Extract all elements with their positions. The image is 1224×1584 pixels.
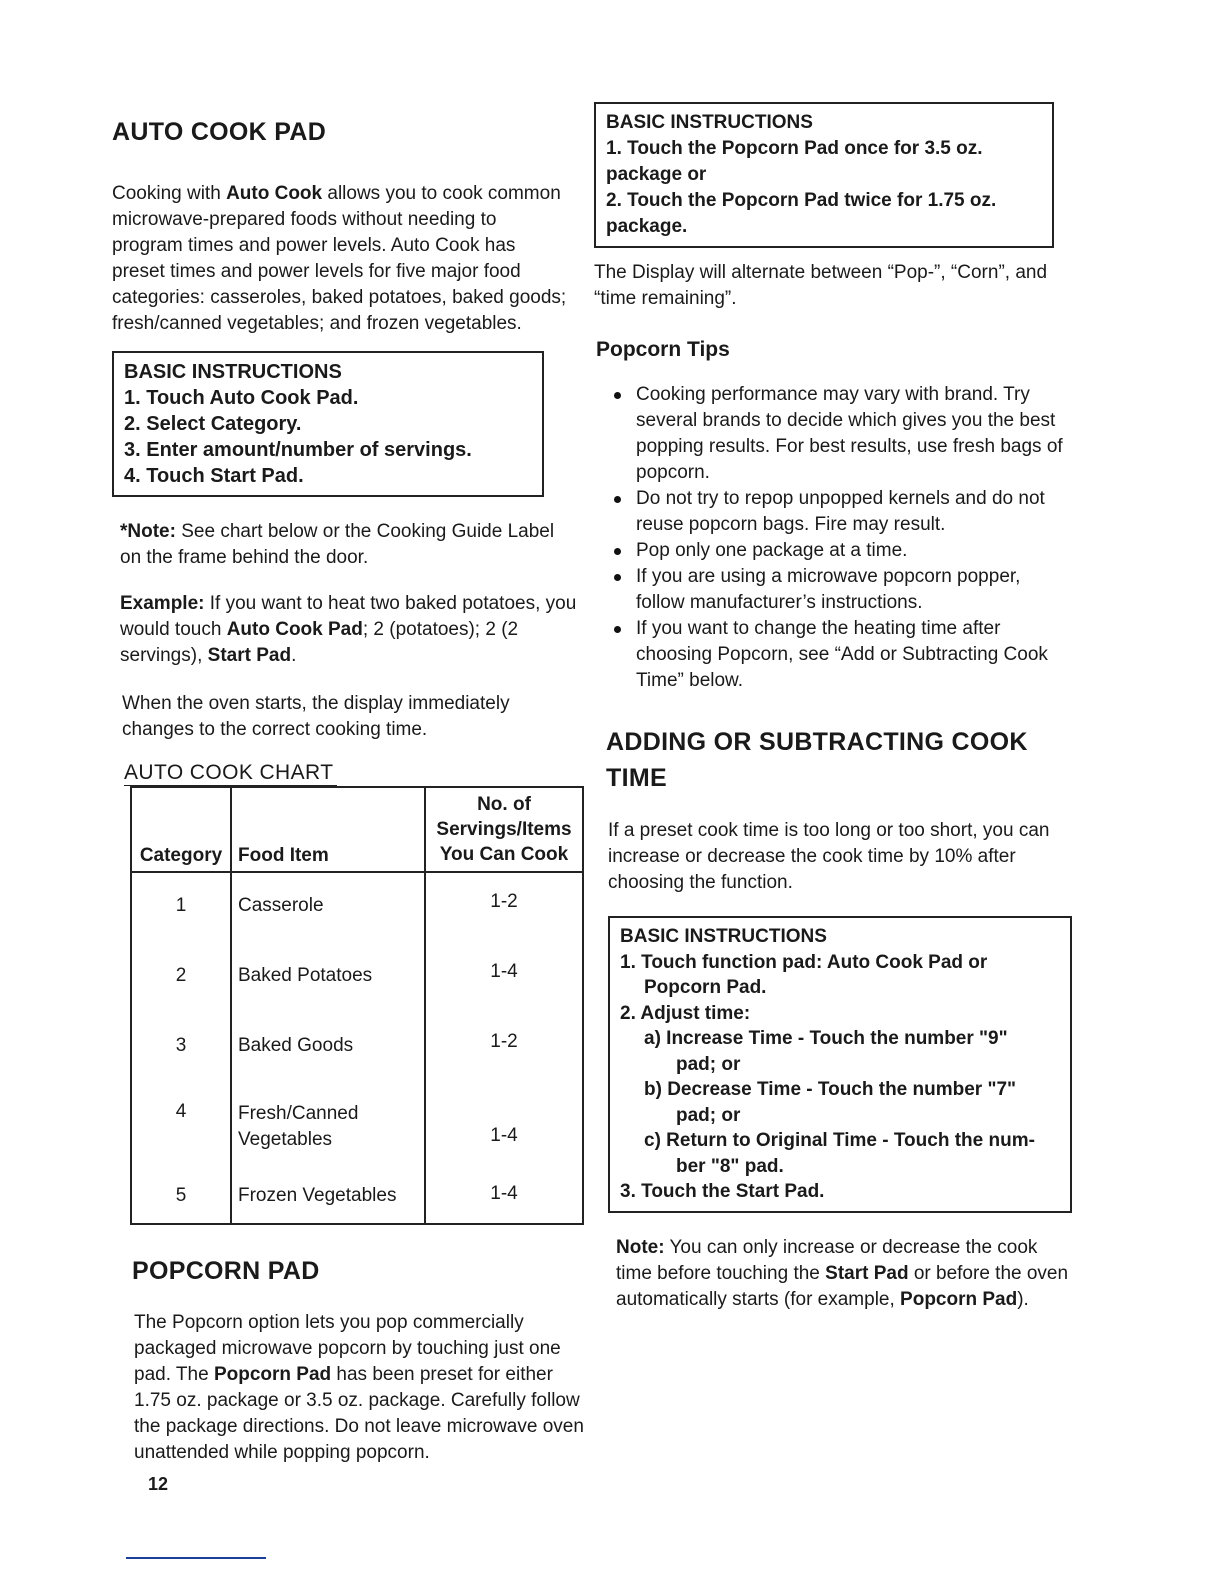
bullet-icon: [614, 548, 621, 555]
adjust-instructions-box: [608, 916, 1072, 1213]
chart-header-category: Category: [131, 787, 231, 872]
list-item: Pop only one package at a time.: [614, 538, 1074, 564]
chart-cell-servings: 1-2: [425, 1015, 583, 1085]
popcorn-tips-list: [594, 382, 1074, 694]
chart-cell-servings: 1-4: [425, 945, 583, 1015]
instruction-step: 2. Adjust time:: [620, 1002, 751, 1024]
bullet-icon: [614, 392, 621, 399]
chart-cell-food: Baked Goods: [231, 1015, 425, 1085]
chart-cell-category: 3: [131, 1015, 231, 1085]
instruction-step: 1. Touch function pad: Auto Cook Pad or: [620, 951, 988, 973]
instruction-step: a) Increase Time - Touch the number "9": [644, 1028, 1008, 1049]
list-item: If you are using a microwave popcorn popper, follow manufacturer’s instructions.: [614, 564, 1074, 616]
auto-cook-when: When the oven starts, the display immediately changes to the correct cooking time.: [122, 693, 510, 740]
chart-title: AUTO COOK CHART: [124, 761, 337, 786]
auto-cook-example: Example: If you want to heat two baked potatoes, you would touch Auto Cook Pad; 2 (potatoes); 2 (2 servings), Start Pad.: [120, 593, 577, 666]
instruction-step: 2. Touch the Popcorn Pad twice for 1.75 oz. package.: [606, 190, 997, 237]
auto-cook-intro: Cooking with Auto Cook allows you to cook common microwave-prepared foods without needing to program times and power levels. Auto Cook has preset times and power levels for five major food categories: casseroles, baked potatoes, baked goods; fresh/canned vegetables; and frozen vegetables.: [112, 183, 567, 334]
instruction-step: 3. Enter amount/number of servings.: [124, 439, 472, 461]
chart-cell-food: Fresh/Canned Vegetables: [231, 1085, 425, 1173]
instruction-step: b) Decrease Time - Touch the number "7": [644, 1079, 1017, 1100]
instruction-step: 4. Touch Start Pad.: [124, 465, 304, 487]
table-row: [131, 1173, 583, 1224]
chart-cell-category: 5: [131, 1173, 231, 1224]
instruction-step: 3. Touch the Start Pad.: [620, 1181, 825, 1202]
chart-cell-food: Baked Potatoes: [231, 945, 425, 1015]
chart-cell-category: 4: [131, 1085, 231, 1173]
chart-cell-servings: 1-2: [425, 872, 583, 945]
popcorn-display-text: The Display will alternate between “Pop-”, “Corn”, and “time remaining”.: [594, 262, 1048, 309]
right-column: [594, 102, 1074, 1313]
left-column: [112, 112, 584, 1466]
popcorn-instructions-box: [594, 102, 1054, 248]
bullet-icon: [614, 626, 621, 633]
adjust-note: Note: You can only increase or decrease the cook time before touching the Start Pad or before the oven automatically starts (for example, Popcorn Pad).: [616, 1236, 1069, 1310]
popcorn-title: POPCORN PAD: [132, 1257, 320, 1285]
instruction-step: ber "8" pad.: [676, 1155, 784, 1177]
auto-cook-instructions-box: [112, 351, 544, 497]
list-item: Cooking performance may vary with brand. Try several brands to decide which gives you the best popping results. For best results, use fresh bags of popcorn.: [614, 382, 1074, 486]
table-row: [131, 945, 583, 1015]
chart-cell-category: 1: [131, 872, 231, 945]
adjust-time-title: ADDING OR SUBTRACTING COOK TIME: [606, 728, 1028, 792]
list-item: If you want to change the heating time after choosing Popcorn, see “Add or Subtracting Cook Time” below.: [614, 616, 1074, 694]
table-row: [131, 1015, 583, 1085]
chart-cell-category: 2: [131, 945, 231, 1015]
chart-header-servings: No. of Servings/Items You Can Cook: [425, 787, 583, 872]
chart-cell-food: Casserole: [231, 872, 425, 945]
bullet-icon: [614, 496, 621, 503]
table-row: [131, 872, 583, 945]
instruction-step: 2. Select Category.: [124, 413, 302, 435]
page-number: 12: [148, 1474, 169, 1494]
instruction-step: 1. Touch Auto Cook Pad.: [124, 387, 359, 409]
bullet-icon: [614, 574, 621, 581]
instruction-step: Popcorn Pad.: [644, 977, 767, 998]
chart-header-food: Food Item: [231, 787, 425, 872]
chart-cell-food: Frozen Vegetables: [231, 1173, 425, 1224]
instruction-step: c) Return to Original Time - Touch the num-: [644, 1130, 1035, 1151]
auto-cook-title: AUTO COOK PAD: [112, 118, 327, 146]
instructions-header: BASIC INSTRUCTIONS: [606, 112, 813, 133]
popcorn-tips-title: Popcorn Tips: [596, 338, 730, 361]
auto-cook-chart: [130, 786, 584, 1225]
instruction-step: pad; or: [676, 1104, 741, 1126]
chart-cell-servings: 1-4: [425, 1173, 583, 1224]
footer-rule: [126, 1557, 266, 1559]
instruction-step: 1. Touch the Popcorn Pad once for 3.5 oz. package or: [606, 138, 983, 185]
chart-cell-servings: 1-4: [425, 1085, 583, 1173]
table-row: [131, 1085, 583, 1173]
auto-cook-note: *Note: See chart below or the Cooking Guide Label on the frame behind the door.: [120, 521, 555, 568]
instruction-step: pad; or: [676, 1053, 741, 1075]
popcorn-intro: The Popcorn option lets you pop commercially packaged microwave popcorn by touching just one pad. The Popcorn Pad has been preset for either 1.75 oz. package or 3.5 oz. package. Carefully follow the package directions. Do not leave microwave oven unattended while popping popcorn.: [134, 1312, 584, 1463]
adjust-intro: If a preset cook time is too long or too short, you can increase or decrease the cook time by 10% after choosing the function.: [608, 820, 1050, 893]
instructions-header: BASIC INSTRUCTIONS: [620, 926, 827, 947]
instructions-header: BASIC INSTRUCTIONS: [124, 361, 342, 383]
list-item: Do not try to repop unpopped kernels and do not reuse popcorn bags. Fire may result.: [614, 486, 1074, 538]
